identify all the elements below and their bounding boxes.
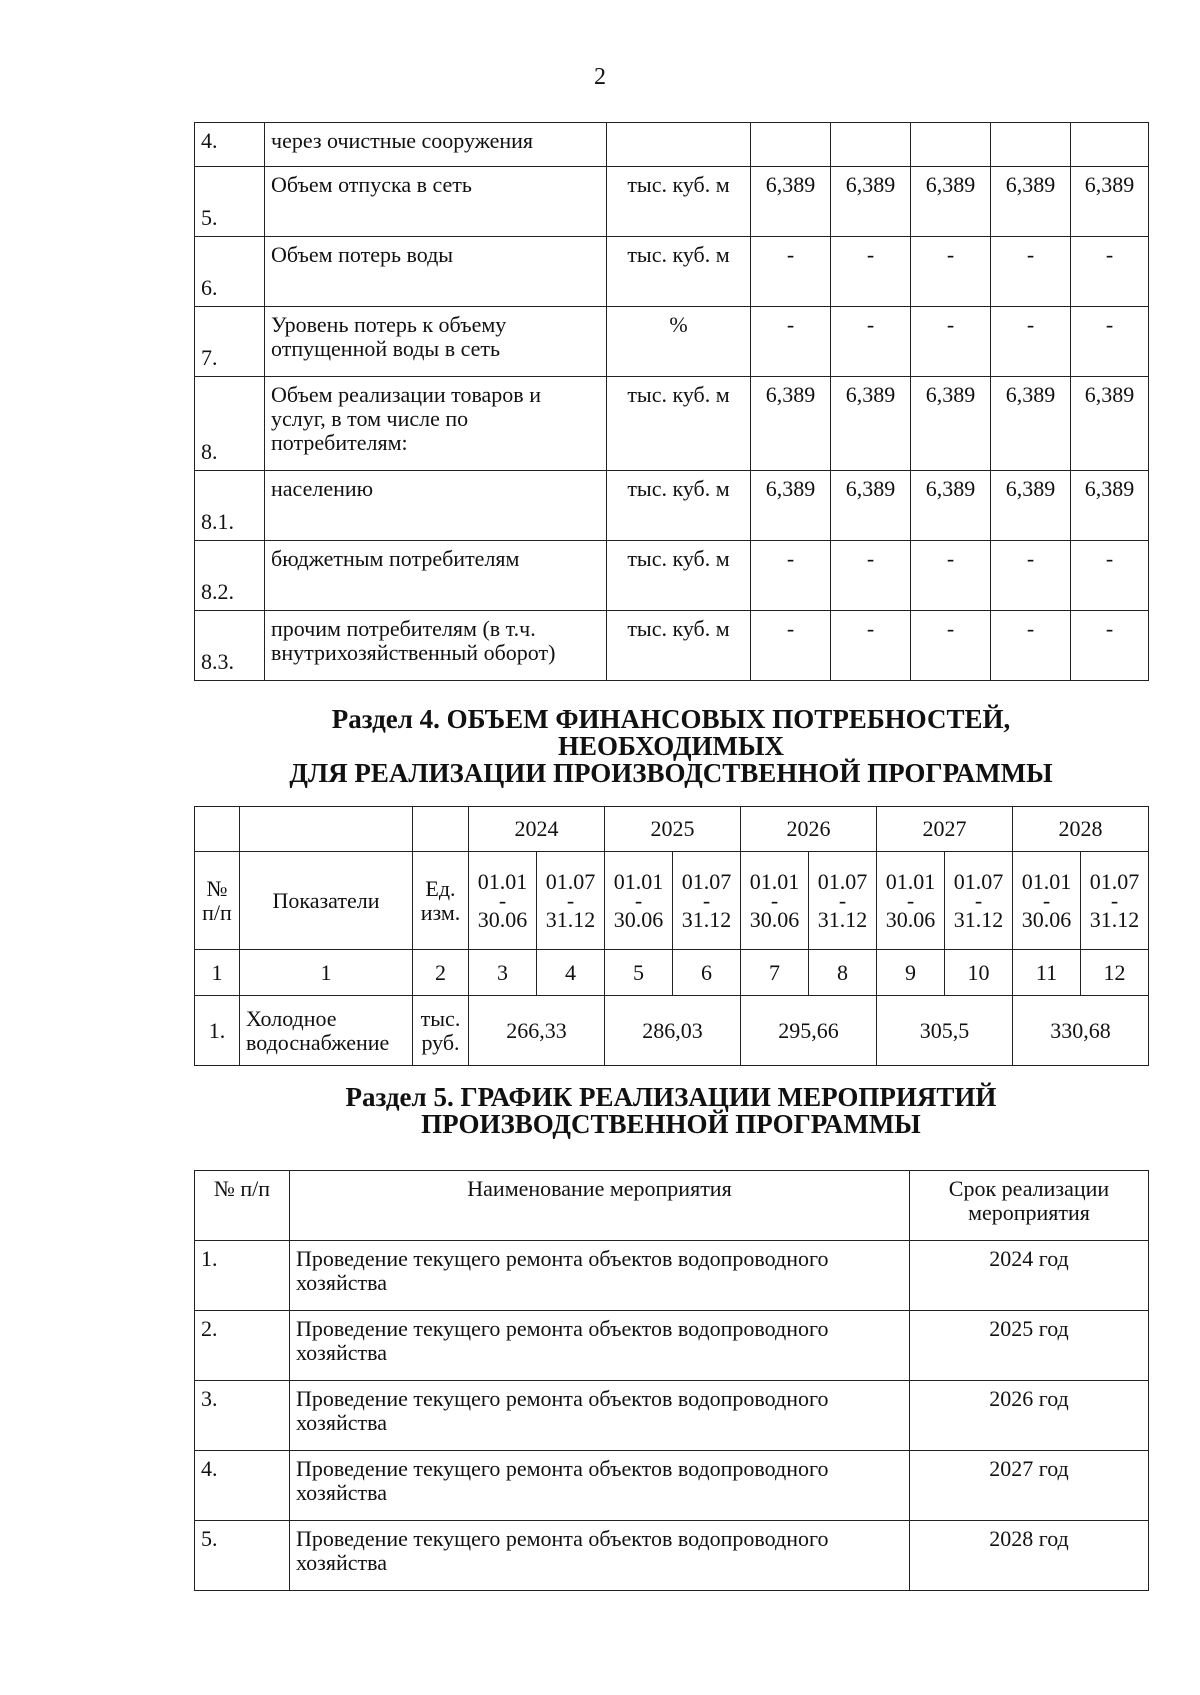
value-cell: - [911,541,991,611]
year-cell: 2028 [1013,807,1149,852]
value-cell: - [1071,237,1149,307]
value-cell: - [831,541,911,611]
index-cell: 11 [1013,950,1081,996]
period-start: 01.01 [749,868,800,894]
value-cell: 6,389 [991,471,1071,541]
period-start: 01.01 [885,868,936,894]
value-cell: 305,5 [877,996,1013,1066]
row-unit: тыс. куб. м [607,611,751,681]
period-cell [469,852,537,950]
year-cell: 2024 [469,807,605,852]
value-cell: 330,68 [1013,996,1149,1066]
indicators-table [194,122,1149,681]
row-term: 2024 год [910,1241,1149,1311]
period-dash: - [1042,887,1051,913]
value-cell: 286,03 [605,996,741,1066]
period-cell [1013,852,1081,950]
row-num: 8. [195,377,265,471]
period-cell [809,852,877,950]
row-name: Объем потерь воды [265,237,607,307]
row-num: 1. [195,996,240,1066]
index-cell: 4 [537,950,605,996]
empty-cell [195,807,240,852]
section4-heading-line1: Раздел 4. ОБЪЕМ ФИНАНСОВЫХ ПОТРЕБНОСТЕЙ, [331,704,1011,734]
value-cell [991,123,1071,167]
row-num: 7. [195,307,265,377]
row-name: Проведение текущего ремонта объектов водопроводного хозяйства [290,1451,910,1521]
index-cell: 3 [469,950,537,996]
value-cell: - [831,307,911,377]
period-end: 31.12 [953,906,1004,932]
section4-heading [194,706,1148,787]
row-unit: % [607,307,751,377]
row-num: 2. [195,1311,290,1381]
value-cell [1071,123,1149,167]
row-num: 8.3. [195,611,265,681]
period-cell [1081,852,1149,950]
table-row [195,1451,1149,1521]
index-cell: 12 [1081,950,1149,996]
table-row [195,471,1149,541]
col-unit-header: Ед. изм. [413,852,469,950]
index-cell: 10 [945,950,1013,996]
empty-cell [240,807,413,852]
value-cell: - [911,611,991,681]
value-cell: - [751,541,831,611]
row-unit: тыс. куб. м [607,541,751,611]
value-cell [831,123,911,167]
value-cell: - [1071,611,1149,681]
page-number: 2 [594,64,606,90]
section5-heading-line1: Раздел 5. ГРАФИК РЕАЛИЗАЦИИ МЕРОПРИЯТИЙ [345,1082,997,1112]
row-num: 4. [195,123,265,167]
row-name: Объем реализации товаров и услуг, в том числе по потребителям: [265,377,607,471]
section5-heading [194,1084,1148,1138]
value-cell: 6,389 [831,377,911,471]
col-term-header: Срок реализации мероприятия [910,1171,1149,1241]
period-dash: - [838,887,847,913]
row-unit [607,123,751,167]
value-cell: - [991,611,1071,681]
period-end: 31.12 [545,906,596,932]
index-cell: 1 [195,950,240,996]
index-cell: 7 [741,950,809,996]
row-name: Проведение текущего ремонта объектов водопроводного хозяйства [290,1311,910,1381]
period-start: 01.07 [681,868,732,894]
period-dash: - [634,887,643,913]
row-num: 1. [195,1241,290,1311]
index-cell: 8 [809,950,877,996]
value-cell: 6,389 [831,167,911,237]
period-dash: - [498,887,507,913]
value-cell: - [991,541,1071,611]
header-row [195,1171,1149,1241]
period-dash: - [770,887,779,913]
table-row [195,1521,1149,1591]
index-cell: 2 [413,950,469,996]
period-end: 31.12 [817,906,868,932]
period-start: 01.01 [613,868,664,894]
col-num-header: № п/п [195,1171,290,1241]
row-unit: тыс. руб. [413,996,469,1066]
index-cell: 9 [877,950,945,996]
row-name: через очистные сооружения [265,123,607,167]
period-end: 31.12 [1089,906,1140,932]
row-num: 6. [195,237,265,307]
value-cell: 266,33 [469,996,605,1066]
section4-heading-line2: НЕОБХОДИМЫХ [557,731,785,761]
row-name: населению [265,471,607,541]
value-cell: - [911,307,991,377]
index-cell: 6 [673,950,741,996]
period-start: 01.07 [953,868,1004,894]
index-cell: 1 [240,950,413,996]
table-row [195,377,1149,471]
index-cell: 5 [605,950,673,996]
period-start: 01.07 [1089,868,1140,894]
row-num: 5. [195,1521,290,1591]
period-end: 31.12 [681,906,732,932]
value-cell: - [1071,307,1149,377]
period-dash: - [974,887,983,913]
section5-heading-line2: ПРОИЗВОДСТВЕННОЙ ПРОГРАММЫ [421,1109,921,1139]
period-cell [877,852,945,950]
period-dash: - [702,887,711,913]
index-row [195,950,1149,996]
value-cell: - [751,237,831,307]
row-term: 2027 год [910,1451,1149,1521]
period-cell [741,852,809,950]
row-name: Проведение текущего ремонта объектов водопроводного хозяйства [290,1381,910,1451]
row-unit: тыс. куб. м [607,377,751,471]
row-num: 8.2. [195,541,265,611]
value-cell [911,123,991,167]
value-cell: - [751,307,831,377]
value-cell: - [831,237,911,307]
value-cell: 6,389 [911,167,991,237]
value-cell [751,123,831,167]
period-dash: - [1110,887,1119,913]
row-term: 2026 год [910,1381,1149,1451]
value-cell: 6,389 [991,377,1071,471]
period-cell [537,852,605,950]
period-end: 30.06 [613,906,664,932]
value-cell: - [991,237,1071,307]
period-dash: - [566,887,575,913]
value-cell: 6,389 [1071,377,1149,471]
row-unit: тыс. куб. м [607,237,751,307]
period-end: 30.06 [749,906,800,932]
value-cell: 6,389 [751,377,831,471]
value-cell: - [831,611,911,681]
row-name: бюджетным потребителям [265,541,607,611]
value-cell: 6,389 [991,167,1071,237]
period-dash: - [906,887,915,913]
period-end: 30.06 [477,906,528,932]
table-row [195,307,1149,377]
period-start: 01.01 [477,868,528,894]
period-end: 30.06 [1021,906,1072,932]
row-unit: тыс. куб. м [607,471,751,541]
value-cell: 6,389 [751,471,831,541]
row-num: 4. [195,1451,290,1521]
table-row [195,167,1149,237]
row-num: 3. [195,1381,290,1451]
value-cell: 6,389 [751,167,831,237]
empty-cell [413,807,469,852]
row-term: 2025 год [910,1311,1149,1381]
table-row [195,611,1149,681]
table-row [195,1381,1149,1451]
period-cell [673,852,741,950]
value-cell: - [1071,541,1149,611]
period-start: 01.07 [817,868,868,894]
row-name: Объем отпуска в сеть [265,167,607,237]
period-end: 30.06 [885,906,936,932]
row-name: Уровень потерь к объему отпущенной воды в сеть [265,307,607,377]
table-row [195,123,1149,167]
period-cell [945,852,1013,950]
value-cell: 6,389 [1071,167,1149,237]
years-row [195,807,1149,852]
value-cell: - [751,611,831,681]
year-cell: 2027 [877,807,1013,852]
value-cell: - [991,307,1071,377]
table-row [195,237,1149,307]
value-cell: 6,389 [831,471,911,541]
col-num-header: № п/п [195,852,240,950]
value-cell: 295,66 [741,996,877,1066]
value-cell: 6,389 [911,471,991,541]
row-term: 2028 год [910,1521,1149,1591]
row-unit: тыс. куб. м [607,167,751,237]
table-row [195,541,1149,611]
row-name: Проведение текущего ремонта объектов водопроводного хозяйства [290,1241,910,1311]
row-num: 8.1. [195,471,265,541]
value-cell: - [911,237,991,307]
table-row [195,1311,1149,1381]
financial-needs-table [194,806,1149,1066]
section4-heading-line3: ДЛЯ РЕАЛИЗАЦИИ ПРОИЗВОДСТВЕННОЙ ПРОГРАММЫ [289,758,1053,788]
value-cell: 6,389 [1071,471,1149,541]
period-start: 01.01 [1021,868,1072,894]
period-start: 01.07 [545,868,596,894]
col-indicator-header: Показатели [240,852,413,950]
table-row [195,996,1149,1066]
table-row [195,1241,1149,1311]
row-num: 5. [195,167,265,237]
row-name: Проведение текущего ремонта объектов водопроводного хозяйства [290,1521,910,1591]
periods-row [195,852,1149,950]
schedule-table [194,1170,1149,1591]
period-cell [605,852,673,950]
year-cell: 2026 [741,807,877,852]
value-cell: 6,389 [911,377,991,471]
row-name: прочим потребителям (в т.ч. внутрихозяйственный оборот) [265,611,607,681]
year-cell: 2025 [605,807,741,852]
row-name: Холодное водоснабжение [240,996,413,1066]
col-name-header: Наименование мероприятия [290,1171,910,1241]
